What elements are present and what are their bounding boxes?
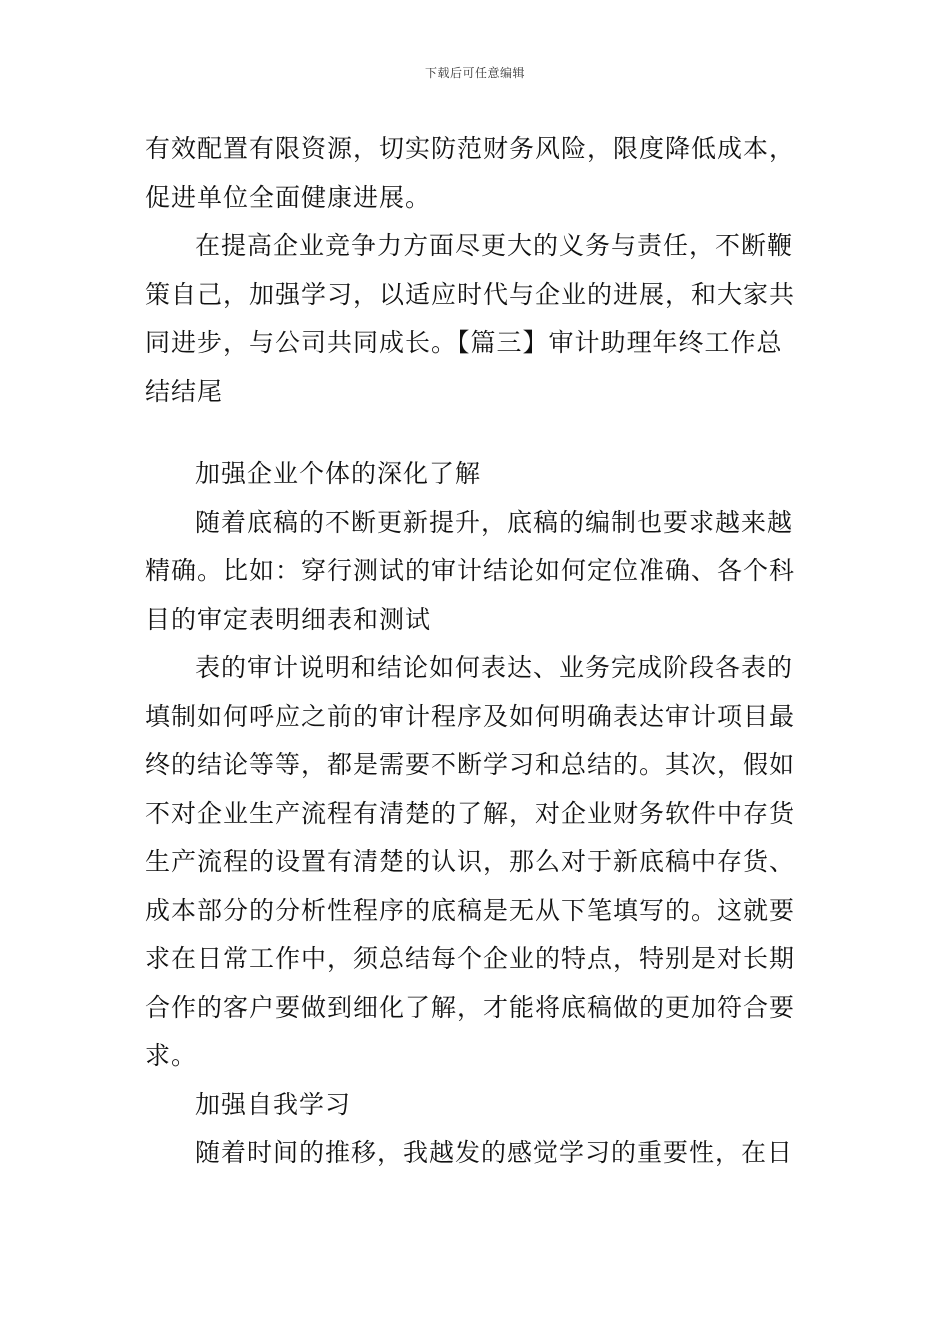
paragraph-start-line: 在提高企业竞争力方面尽更大的义务与责任，不断鞭 (195, 231, 794, 260)
document-body (145, 125, 807, 1178)
page-header: 下载后可任意编辑 (424, 66, 525, 80)
text-line: 策自己，加强学习，以适应时代与企业的进展，和大家共 (145, 279, 796, 309)
section-heading: 加强企业个体的深化了解 (195, 459, 482, 488)
paragraph-start-line: 随着时间的推移，我越发的感觉学习的重要性，在日 (195, 1138, 794, 1167)
text-line: 不对企业生产流程有清楚的了解，对企业财务软件中存货 (145, 798, 796, 828)
text-line: 合作的客户要做到细化了解，才能将底稿做的更加符合要 (145, 992, 796, 1022)
paragraph-gap (145, 416, 807, 450)
paragraph-start-line: 随着底稿的不断更新提升，底稿的编制也要求越来越 (195, 507, 794, 537)
text-line: 求在日常工作中，须总结每个企业的特点，特别是对长期 (145, 944, 796, 973)
text-line: 目的审定表明细表和测试 (145, 604, 432, 634)
text-line: 生产流程的设置有清楚的认识，那么对于新底稿中存货、 (145, 847, 796, 876)
text-line: 成本部分的分析性程序的底稿是无从下笔填写的。这就要 (145, 895, 796, 925)
section-heading: 加强自我学习 (195, 1089, 352, 1119)
text-line: 促进单位全面健康进展。 (145, 182, 432, 212)
text-line: 同进步，与公司共同成长。【篇三】审计助理年终工作总 (145, 328, 783, 357)
paragraph-start-line: 表的审计说明和结论如何表达、业务完成阶段各表的 (195, 653, 794, 682)
text-line: 有效配置有限资源，切实防范财务风险，限度降低成本， (145, 134, 796, 163)
text-line: 求。 (145, 1041, 198, 1070)
text-line: 终的结论等等，都是需要不断学习和总结的。其次，假如 (145, 750, 796, 779)
text-line: 精确。比如：穿行测试的审计结论如何定位准确、各个科 (145, 556, 796, 585)
text-line: 填制如何呼应之前的审计程序及如何明确表达审计项目最 (145, 701, 796, 731)
text-line: 结结尾 (145, 376, 224, 406)
